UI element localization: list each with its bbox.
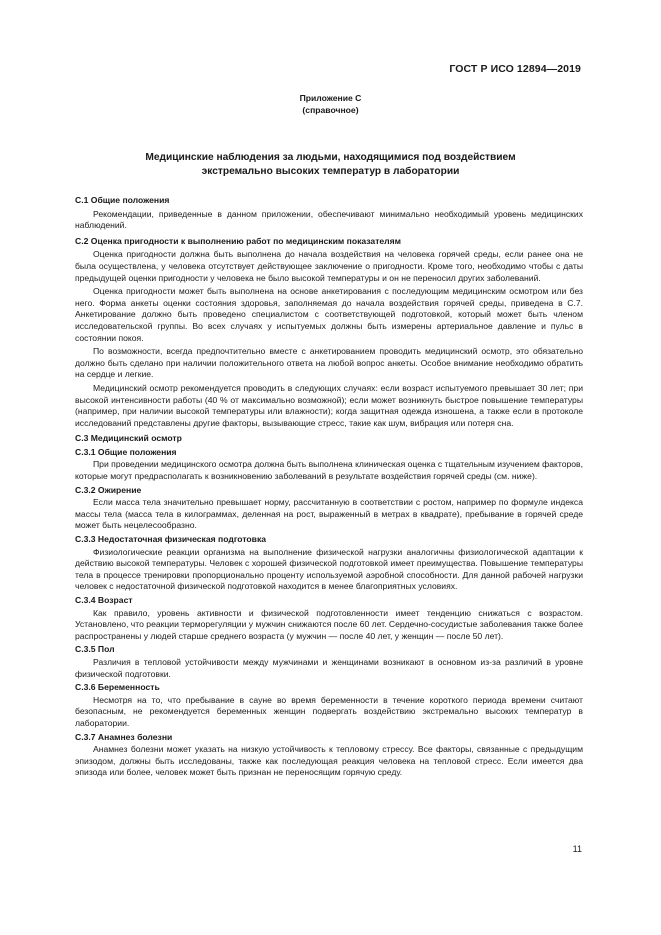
paragraph: Физиологические реакции организма на выполнение физической нагрузки аналогичны физиологической адаптации к действию высокой температуры. Человек с хорошей физической подготовкой имеет преимущества. Повышение температуры тела в процессе тренировки пропорционально проценту используемой аэробной способности. Для данной рабочей нагрузки человек с недостаточной физической подготовкой находится в менее благоприятных условиях.: [75, 546, 583, 592]
section-heading-c3: С.3 Медицинский осмотр: [75, 433, 182, 444]
subsection-heading-c35: С.3.5 Пол: [75, 644, 115, 655]
paragraph: Оценка пригодности должна быть выполнена до начала воздействия на человека горячей среды, если ранее она не была осуществлена, у человека отсутствует действующее заключение о пригодности. Кроме того, необходимо чтобы с даты предыдущей оценки пригодности у человека не было высокой температуры и он не переносил других заболеваний.: [75, 249, 583, 283]
paragraph: Различия в тепловой устойчивости между мужчинами и женщинами возникают в основном из-за различий в уровне физической подготовки.: [75, 656, 583, 679]
annex-type: (справочное): [302, 105, 359, 115]
paragraph: По возможности, всегда предпочтительно вместе с анкетированием проводить медицинский осмотр, это обязательно должно быть сделано при наличии положительного ответа на любой вопрос анкеты. Особое внимание необходимо обратить на сердце и легкие.: [75, 346, 583, 380]
document-code: ГОСТ Р ИСО 12894—2019: [449, 63, 581, 75]
paragraph: Если масса тела значительно превышает норму, рассчитанную в соответствии с ростом, например по формуле индекса массы тела (масса тела в килограммах, деленная на рост, выраженный в метрах в квадрате), пребывание в горячей среде может быть нецелесообразно.: [75, 497, 583, 531]
page-number: 11: [572, 844, 582, 854]
subsection-heading-c31: С.3.1 Общие положения: [75, 446, 177, 457]
paragraph: Как правило, уровень активности и физической подготовленности имеет тенденцию снижаться с возрастом. Установлено, что реакции терморегуляции у мужчин снижаются после 60 лет. Сердечно-сосудистые заболевания также более распространены у людей старше среднего возраста (у мужчин — после 40 лет, у женщин — после 50 лет).: [75, 607, 583, 641]
subsection-heading-c36: С.3.6 Беременность: [75, 682, 160, 693]
document-body: [75, 191, 583, 781]
paragraph: Медицинский осмотр рекомендуется проводить в следующих случаях: если возраст испытуемого превышает 30 лет; при высокой интенсивности работы (40 % от максимально возможной); если может возникнуть быстрое повышение температуры (например, при наличии высокой температуры или влажности); когда защитная одежда изношена, а также если в протоколе исследований представлены другие факторы, вызывающие стресс, такие как шум, вибрация или потеря сна.: [75, 382, 583, 428]
subsection-heading-c34: С.3.4 Возраст: [75, 595, 133, 605]
annex-label: Приложение С: [299, 93, 362, 103]
subsection-heading-c33: С.3.3 Недостаточная физическая подготовка: [75, 534, 267, 545]
subsection-heading-c32: С.3.2 Ожирение: [75, 484, 142, 495]
paragraph: Рекомендации, приведенные в данном приложении, обеспечивают минимально необходимый уровень медицинских наблюдений.: [75, 208, 583, 231]
section-heading-c1: С.1 Общие положения: [75, 195, 170, 205]
annex-title-line-2: экстремально высоких температур в лаборатории: [201, 166, 460, 177]
annex-heading: [0, 92, 661, 116]
annex-title: [0, 151, 661, 179]
paragraph: Несмотря на то, что пребывание в сауне во время беременности в течение короткого периода времени считают безопасным, не рекомендуется беременных женщин подвергать воздействию экстремально высоких температур в лаборатории.: [75, 694, 583, 728]
subsection-heading-c37: С.3.7 Анамнез болезни: [75, 731, 173, 742]
paragraph: Анамнез болезни может указать на низкую устойчивость к тепловому стрессу. Все факторы, связанные с предыдущим эпизодом, должны быть исследованы, также как последующая реакция человека на тепловой стресс. Если имеется два эпизода или более, человек может быть признан не переносящим горячую среду.: [75, 744, 583, 778]
annex-title-line-1: Медицинские наблюдения за людьми, находящимися под воздействием: [145, 152, 516, 163]
paragraph: Оценка пригодности может быть выполнена на основе анкетирования с последующим медицинским осмотром или без него. Форма анкеты оценки состояния здоровья, заполняемая до начала воздействия горячей среды, приведена в С.7. Анкетирование должно быть проведено специалистом с соответствующей подготовкой, который может быть членом исследовательской группы. Во всех случаях у испытуемых должны быть измерены артериальное давление и пульс в состоянии покоя.: [75, 286, 583, 343]
section-heading-c2: С.2 Оценка пригодности к выполнению работ по медицинским показателям: [75, 235, 402, 246]
paragraph: При проведении медицинского осмотра должна быть выполнена клиническая оценка с тщательным изучением факторов, которые могут предрасполагать к возникновению заболеваний в результате воздействия горячей среды (см. ниже).: [75, 459, 583, 482]
